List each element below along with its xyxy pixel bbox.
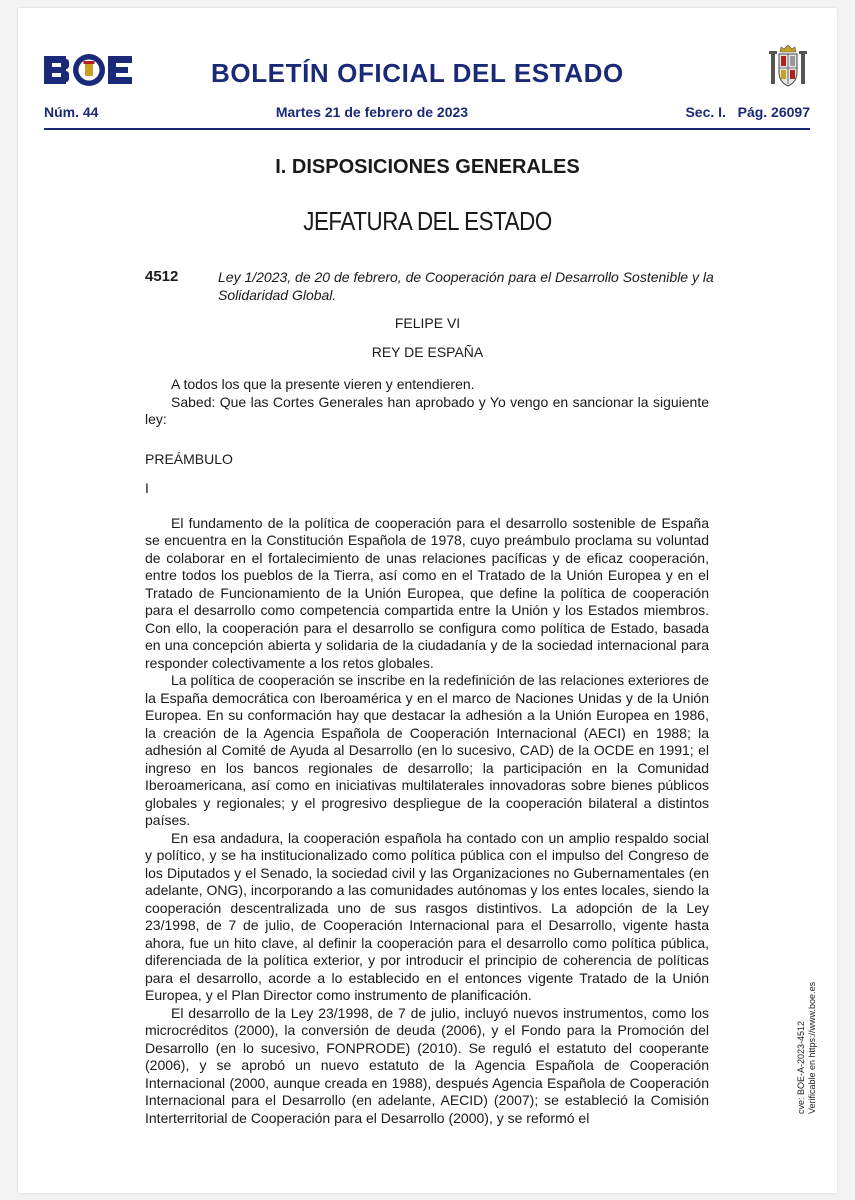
department-title: JEFATURA DEL ESTADO [303, 206, 552, 236]
intro-paragraph: A todos los que la presente vieren y entendieren. [171, 376, 475, 392]
issue-date: Martes 21 de febrero de 2023 [275, 104, 469, 120]
section-title: I. DISPOSICIONES GENERALES [275, 156, 580, 178]
coat-of-arms-icon [768, 44, 808, 90]
section-page: Sec. I. Pág. 26097 [685, 104, 810, 120]
preamble-section: I [145, 480, 149, 496]
disposition-number: 4512 [145, 268, 179, 285]
header-rule [44, 128, 810, 130]
king-title: REY DE ESPAÑA [371, 344, 484, 360]
intro-paragraph: Sabed: Que las Cortes Generales han aprobado y Yo vengo en sancionar la siguiente ley: [145, 393, 709, 427]
cve-code: cve: BOE-A-2023-4512 [796, 1020, 806, 1114]
body-paragraph: La política de cooperación se inscribe en la redefinición de las relaciones exteriores de la España democrática con Iberoamérica y en el marco de Naciones Unidas y de la Unión Europea. En su conformación hay que destacar la adhesión a la Unión Europea en 1986, la creación de la Agencia Española de Cooperación Internacional (AECI) en 1988; la adhesión al Comité de Ayuda al Desarrollo (en lo sucesivo, CAD) de la OCDE en 1991; el ingreso en los bancos regionales de desarrollo; la participación en la Comunidad Iberoamericana, así como en iniciativas multilaterales innovadoras sobre bienes públicos globales y regionales; y el progresivo despliegue de la cooperación bilateral a distintos países. [145, 672, 709, 828]
verification-note [796, 954, 816, 1114]
body-paragraph: En esa andadura, la cooperación española ha contado con un amplio respaldo social y político, y se ha institucionalizado como política pública con el impulso del Congreso de los Diputados y el Senado, la sociedad civil y las Organizaciones no Gubernamentales (en adelante, ONG), incorporando a las comunidades autónomas y los entes locales, siendo la cooperación descentralizada uno de sus rasgos distintivos. La adopción de la Ley 23/1998, de 7 de julio, de Cooperación Internacional para el Desarrollo, vigente hasta ahora, fue un hito clave, al definir la cooperación para el desarrollo como política pública, diferenciada de la política exterior, y por introducir el principio de coherencia de políticas para el desarrollo, acorde a lo establecido en el entonces vigente Tratado de la Unión Europea, y el Plan Director como instrumento de planificación. [145, 829, 709, 1003]
issue-meta [44, 104, 810, 120]
body-paragraph: El desarrollo de la Ley 23/1998, de 7 de julio, incluyó nuevos instrumentos, como los microcréditos (2000), la conversión de deuda (2006), y el Fondo para la Promoción del Desarrollo (en lo sucesivo, FONPRODE) (2010). Se reguló el estatuto del cooperante (2006), y se aprobó un nuevo estatuto de la Agencia Española de Cooperación Internacional (2000, aunque creada en 1988), después Agencia Española de Cooperación Internacional para el Desarrollo (en adelante, AECID) (2007); se estableció la Comisión Interterritorial de Cooperación para el Desarrollo (2000), y se reformó el [145, 1004, 709, 1126]
body-text [145, 376, 709, 1127]
gazette-title: BOLETÍN OFICIAL DEL ESTADO [211, 58, 624, 88]
body-paragraph: El fundamento de la política de cooperación para el desarrollo sostenible de España se encuentra en la Constitución Española de 1978, cuyo preámbulo proclama su voluntad de colaborar en el fortalecimiento de unas relaciones pacíficas y de eficaz cooperación, entre todos los pueblos de la Tierra, así como en el Tratado de la Unión Europea y en el Tratado de Funcionamiento de la Unión Europea, que define la política de cooperación para el desarrollo como competencia compartida entre la Unión y los Estados miembros. Con ello, la cooperación para el desarrollo se configura como política de Estado, basada en una concepción abierta y solidaria de la ciudadanía y de la sociedad internacional para responder colectivamente a los retos globales. [145, 514, 709, 671]
disposition-title: Ley 1/2023, de 20 de febrero, de Cooperación para el Desarrollo Sostenible y la Solidaridad Global. [218, 269, 714, 303]
document-page [18, 8, 837, 1193]
preamble-title: PREÁMBULO [145, 450, 233, 467]
king-name: FELIPE VI [394, 315, 461, 331]
boe-logo [44, 50, 134, 90]
header [44, 44, 810, 104]
issue-number: Núm. 44 [44, 104, 99, 120]
verify-link[interactable]: Verificable en https://www.boe.es [807, 981, 817, 1114]
